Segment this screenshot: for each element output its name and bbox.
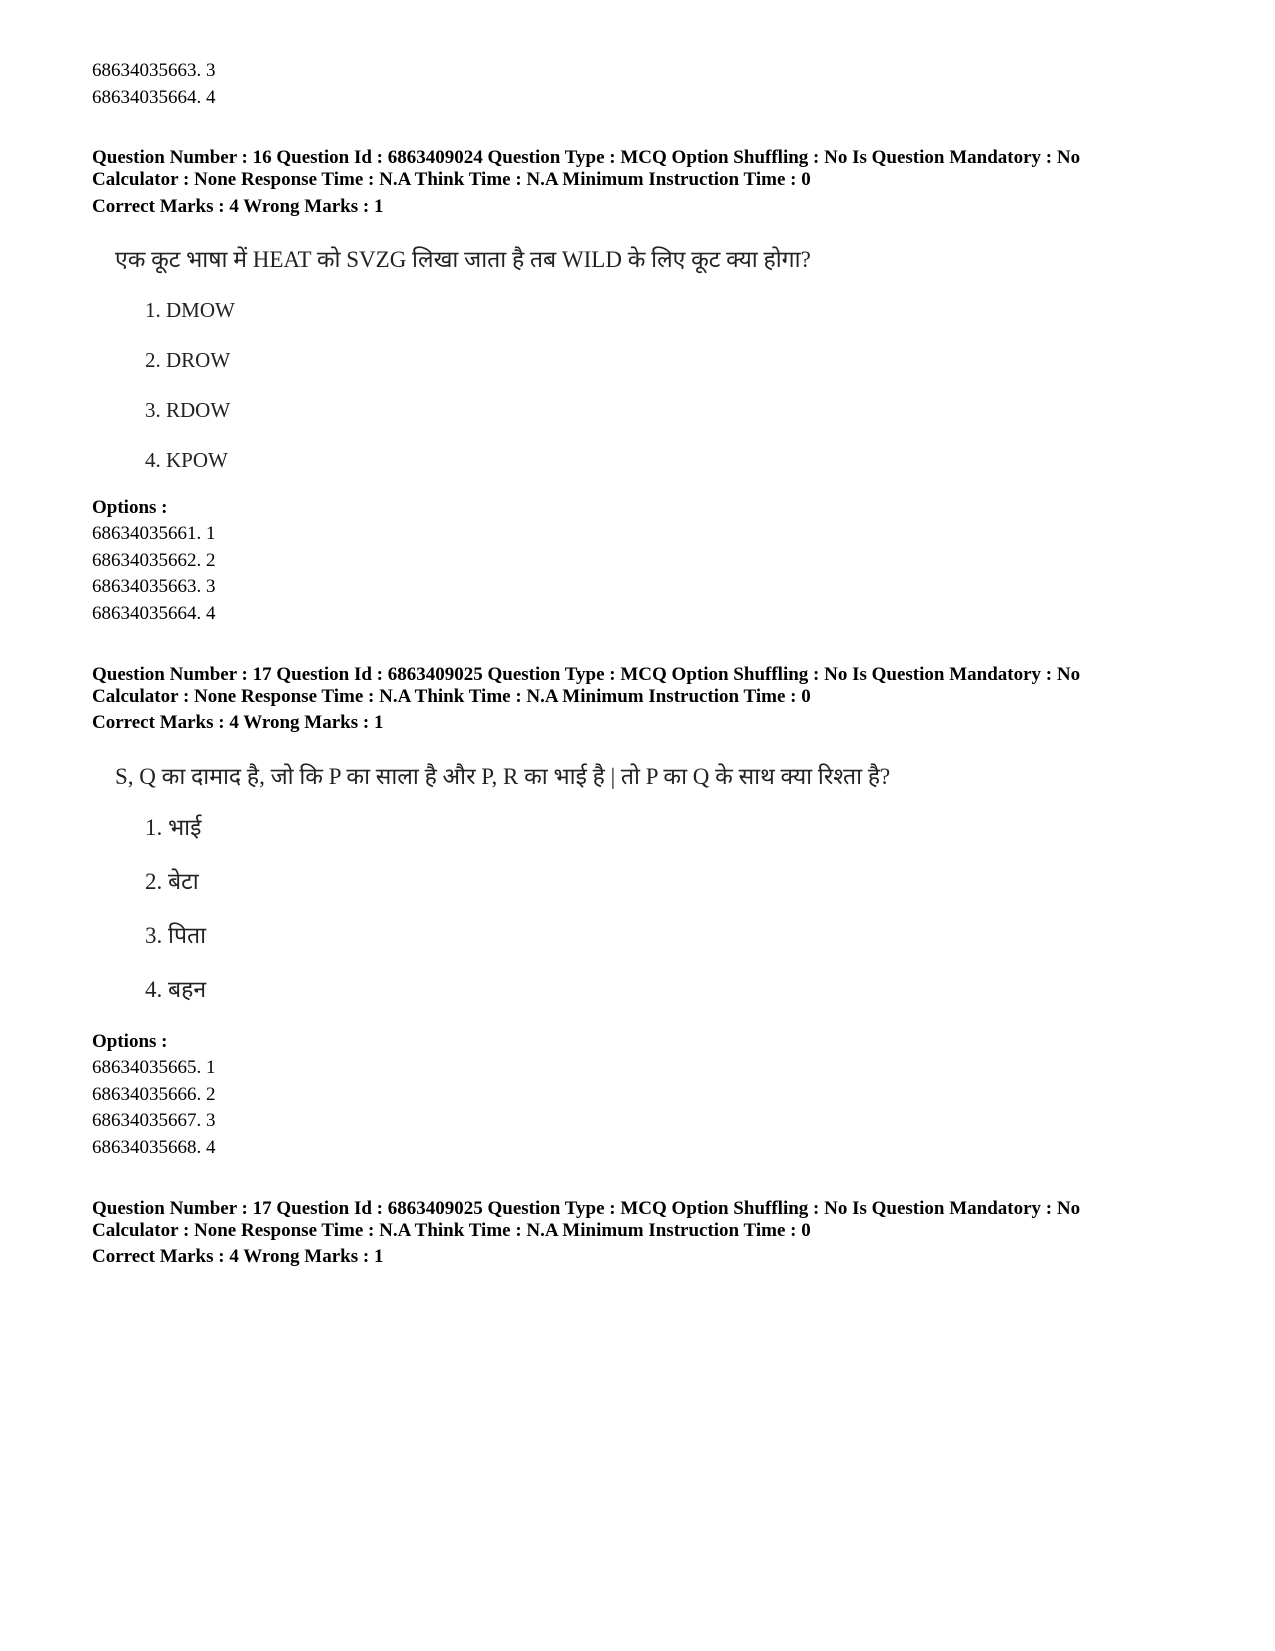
answer-choice: 2. DROW xyxy=(145,348,231,372)
question-meta-line: Question Number : 16 Question Id : 6863409024 Question Type : MCQ Option Shuffling : No Is Question Mandatory : No xyxy=(92,147,1081,168)
answer-choice: 2. बेटा xyxy=(145,869,199,894)
question-meta-line: Question Number : 17 Question Id : 6863409025 Question Type : MCQ Option Shuffling : No Is Question Mandatory : No xyxy=(92,664,1081,685)
option-line: 68634035663. 3 xyxy=(92,576,216,597)
answer-choice: 3. RDOW xyxy=(145,398,231,422)
answer-choice: 4. KPOW xyxy=(145,448,228,472)
answer-choice: 4. बहन xyxy=(145,977,207,1002)
option-line: 68634035664. 4 xyxy=(92,603,216,624)
question-meta-line: Calculator : None Response Time : N.A Think Time : N.A Minimum Instruction Time : 0 xyxy=(92,169,811,190)
question-marks: Correct Marks : 4 Wrong Marks : 1 xyxy=(92,1246,384,1267)
answer-choice: 1. भाई xyxy=(145,815,202,840)
question-meta-line: Question Number : 17 Question Id : 6863409025 Question Type : MCQ Option Shuffling : No Is Question Mandatory : No xyxy=(92,1198,1081,1219)
question-meta-line: Calculator : None Response Time : N.A Think Time : N.A Minimum Instruction Time : 0 xyxy=(92,686,811,707)
option-line: 68634035661. 1 xyxy=(92,523,216,544)
options-label: Options : xyxy=(92,497,168,518)
option-line: 68634035668. 4 xyxy=(92,1137,216,1158)
question-marks: Correct Marks : 4 Wrong Marks : 1 xyxy=(92,712,384,733)
question-stem: S, Q का दामाद है, जो कि P का साला है और P, R का भाई है | तो P का Q के साथ क्या रिश्ता है? xyxy=(115,764,891,789)
option-line: 68634035663. 3 xyxy=(92,60,216,81)
question-stem: एक कूट भाषा में HEAT को SVZG लिखा जाता है तब WILD के लिए कूट क्या होगा? xyxy=(115,247,811,272)
option-line: 68634035667. 3 xyxy=(92,1110,216,1131)
option-line: 68634035664. 4 xyxy=(92,87,216,108)
option-line: 68634035662. 2 xyxy=(92,550,216,571)
answer-choice: 3. पिता xyxy=(145,923,207,948)
question-meta-line: Calculator : None Response Time : N.A Think Time : N.A Minimum Instruction Time : 0 xyxy=(92,1220,811,1241)
option-line: 68634035666. 2 xyxy=(92,1084,216,1105)
question-marks: Correct Marks : 4 Wrong Marks : 1 xyxy=(92,196,384,217)
options-label: Options : xyxy=(92,1031,168,1052)
option-line: 68634035665. 1 xyxy=(92,1057,216,1078)
answer-choice: 1. DMOW xyxy=(145,298,235,322)
